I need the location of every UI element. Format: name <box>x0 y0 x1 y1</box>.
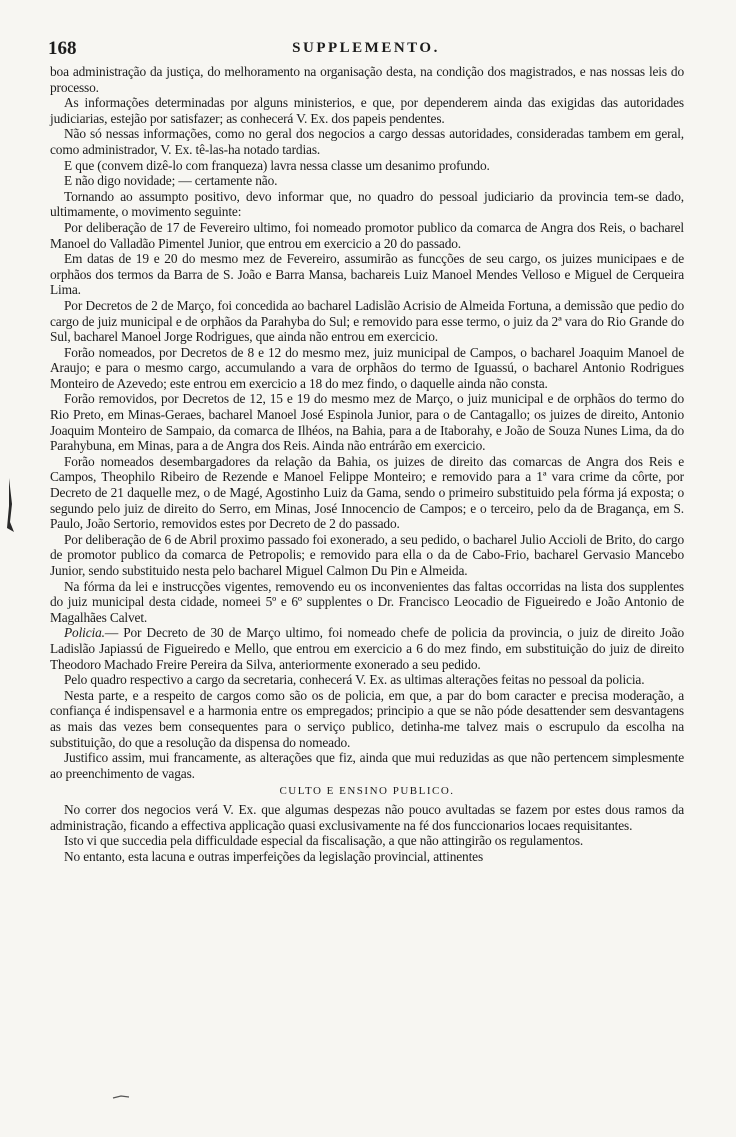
ink-mark-icon <box>3 476 19 536</box>
paragraph: boa administração da justiça, do melhoramento na organisação desta, na condição dos magistrados, e nas nossas leis do processo. <box>50 64 684 95</box>
paragraph: Forão nomeados, por Decretos de 8 e 12 do mesmo mez, juiz municipal de Campos, o bacharel Joaquim Manoel de Araujo; e para o mesmo cargo, accumulando a vara de orphãos do termo de Iguassú, o bacharel Antonio Rodrigues Monteiro de Azevedo; este entrou em exercicio a 18 do mez findo, o daquelle ainda não consta. <box>50 344 684 391</box>
paragraph: Em datas de 19 e 20 do mesmo mez de Fevereiro, assumirão as funcções de seu cargo, os juizes municipaes e de orphãos dos termos da Barra de S. João e Barra Mansa, bachareis Luiz Manoel Mendes Velloso e Miguel de Cerqueira Lima. <box>50 251 684 298</box>
section-heading: CULTO E ENSINO PUBLICO. <box>279 785 455 798</box>
paragraph: Forão nomeados desembargadores da relação da Bahia, os juizes de direito das comarcas de Angra dos Reis e Campos, Theophilo Ribeiro de Rezende e Manoel Felippe Monteiro; e removido para a 1ª vara crime da côrte, por Decreto de 21 daquelle mez, o de Magé, Agostinho Luiz da Gama, sendo o primeiro substituido pela fórma já exposta; o segundo pelo juiz de direito do Serro, em Minas, José Innocencio de Campos; e o terceiro, pelo da de Bragança, em S. Paulo, João Sertorio, removidos estes por Decreto de 2 do passado. <box>50 453 684 532</box>
paragraph: Forão removidos, por Decretos de 12, 15 e 19 do mesmo mez de Março, o juiz municipal e de orphãos do termo do Rio Preto, em Minas-Geraes, bacharel Manoel José Espinola Junior, para o de Cantagallo; os juizes de direito, Antonio Joaquim Monteiro de Sampaio, da comarca de Ilhéos, na Bahia, para a de Itaborahy, e João de Souza Nunes Lima, da do Parahybuna, em Minas, para a de Angra dos Reis. Ainda não entrárão em exercicio. <box>50 391 684 454</box>
paragraph: Na fórma da lei e instrucções vigentes, removendo eu os inconvenientes das faltas occorridas na lista dos supplentes do juiz municipal desta cidade, nomeei 5º e 6º supplentes o Dr. Francisco Leocadio de Figueiredo e João Antonio de Magalhães Calvet. <box>50 578 684 625</box>
paragraph: No entanto, esta lacuna e outras imperfeições da legislação provincial, attinentes <box>64 848 484 864</box>
paragraph: As informações determinadas por alguns ministerios, e que, por dependerem ainda das exigidas das autoridades judiciarias, estejão por satisfazer; as conhecerá V. Ex. dos papeis pendentes. <box>50 95 684 126</box>
paragraph: Isto vi que succedia pela difficuldade especial da fiscalisação, a que não attingirão os regulamentos. <box>64 833 584 849</box>
paragraph: Por deliberação de 6 de Abril proximo passado foi exonerado, a seu pedido, o bacharel Julio Accioli de Brito, do cargo de promotor publico da comarca de Petropolis; e removido para ella o da de Cabo-Frio, bacharel Gervasio Mancebo Junior, sendo substituido nesta pelo bacharel Miguel Calmon Du Pin e Almeida. <box>50 531 684 578</box>
paragraph: E que (convem dizê-lo com franqueza) lavra nessa classe um desanimo profundo. <box>64 157 490 173</box>
paragraph: Não só nessas informações, como no geral dos negocios a cargo dessas autoridades, consideradas tambem em geral, como administrador, V. Ex. tê-las-ha notado tardias. <box>50 126 684 157</box>
policia-paragraph <box>50 625 684 672</box>
running-title: SUPPLEMENTO. <box>292 40 440 56</box>
paragraph: Justifico assim, mui francamente, as alterações que fiz, ainda que mui reduzidas as que não pertencem simplesmente ao preenchimento de vagas. <box>50 750 684 781</box>
paragraph: Tornando ao assumpto positivo, devo informar que, no quadro do pessoal judiciario da provincia tem-se dado, ultimamente, o movimento seguinte: <box>50 188 684 220</box>
paragraph: E não digo novidade; — certamente não. <box>64 173 278 189</box>
policia-label: Policia. <box>64 625 105 641</box>
paragraph: Por Decretos de 2 de Março, foi concedida ao bacharel Ladislão Acrisio de Almeida Fortuna, a demissão que pedio do cargo de juiz municipal e de orphãos da Parahyba do Sul; e removido para esse termo, o juiz da 2ª vara do Rio Grande do Sul, bacharel Manoel Jorge Rodrigues, que ainda não entrou em exercicio. <box>50 297 684 345</box>
paragraph: No correr dos negocios verá V. Ex. que algumas despezas não pouco avultadas se fazem por estes dous ramos da administração, ficando a effectiva applicação quasi exclusivamente na fé dos funccionarios locaes requisitantes. <box>50 801 684 833</box>
page-body <box>50 64 684 864</box>
ink-speck-icon <box>112 1094 130 1100</box>
paragraph: Pelo quadro respectivo a cargo da secretaria, conhecerá V. Ex. as ultimas alterações feitas no pessoal da policia. <box>64 672 645 688</box>
page-header <box>48 38 684 60</box>
paragraph: Por deliberação de 17 de Fevereiro ultimo, foi nomeado promotor publico da comarca de Angra dos Reis, o bacharel Manoel do Valladão Pimentel Junior, que entrou em exercicio a 20 do passado. <box>50 219 684 251</box>
policia-text: — Por Decreto de 30 de Março ultimo, foi nomeado chefe de policia da provincia, o juiz de direito João Ladislão Japiassú de Figueiredo e Mello, que entrou em exercicio a 6 do mez findo, em substituição do juiz de direito Theodoro Machado Freire Pereira da Silva, anteriormente exonerado a seu pedido. <box>50 625 684 672</box>
page-number: 168 <box>48 38 77 59</box>
paragraph: Nesta parte, e a respeito de cargos como são os de policia, em que, a par do bom caracter e precisa moderação, a confiança é indispensavel e a harmonia entre os empregados; principio a que se não póde desattender sem desvantagens as mais das vezes bem consequentes para o serviço publico, detinha-me talvez mais o escrupulo da escolha na substituição, do que a resolução da dispensa do nomeado. <box>50 687 684 750</box>
